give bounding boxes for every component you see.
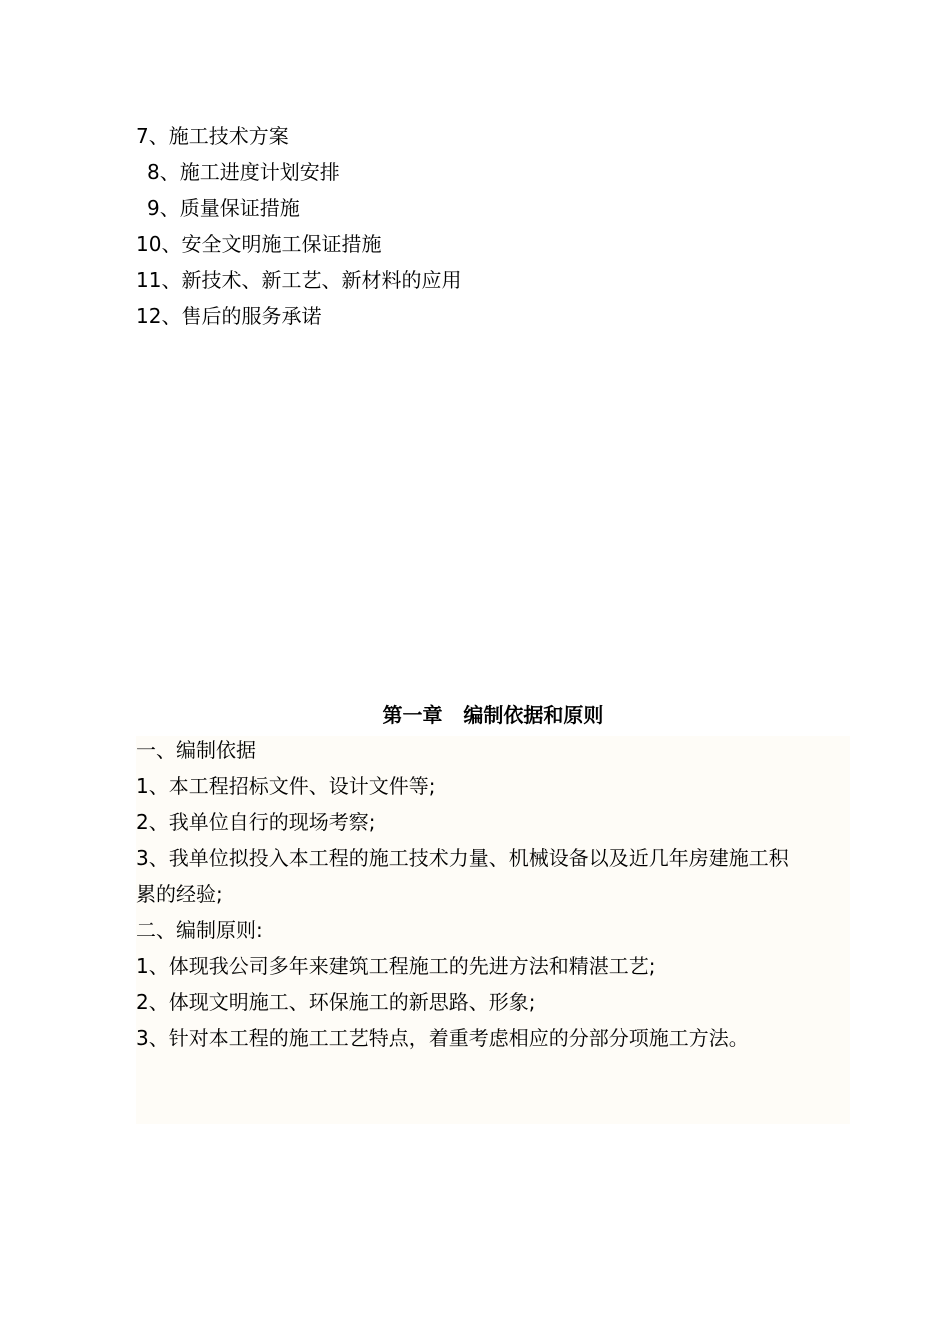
principle-item-3: 3、针对本工程的施工工艺特点，着重考虑相应的分部分项施工方法。 — [136, 1026, 749, 1050]
toc-item-7: 7、施工技术方案 — [136, 124, 289, 148]
principle-item-1: 1、体现我公司多年来建筑工程施工的先进方法和精湛工艺; — [136, 954, 656, 978]
chapter-body — [136, 732, 852, 1056]
toc-item-11: 11、新技术、新工艺、新材料的应用 — [136, 268, 462, 292]
chapter-title: 第一章 编制依据和原则 — [382, 703, 604, 727]
toc-item-12: 12、售后的服务承诺 — [136, 304, 322, 328]
section-heading-basis: 一、编制依据 — [136, 738, 256, 762]
basis-item-1: 1、本工程招标文件、设计文件等; — [136, 774, 436, 798]
toc-item-9: 9、质量保证措施 — [147, 196, 300, 220]
section-heading-principles: 二、编制原则: — [136, 918, 263, 942]
table-of-contents — [136, 118, 836, 334]
basis-item-3-continued: 累的经验; — [136, 882, 223, 906]
toc-item-8: 8、施工进度计划安排 — [147, 160, 340, 184]
basis-item-3: 3、我单位拟投入本工程的施工技术力量、机械设备以及近几年房建施工积 — [136, 846, 789, 870]
basis-item-2: 2、我单位自行的现场考察; — [136, 810, 376, 834]
principle-item-2: 2、体现文明施工、环保施工的新思路、形象; — [136, 990, 536, 1014]
toc-item-10: 10、安全文明施工保证措施 — [136, 232, 382, 256]
